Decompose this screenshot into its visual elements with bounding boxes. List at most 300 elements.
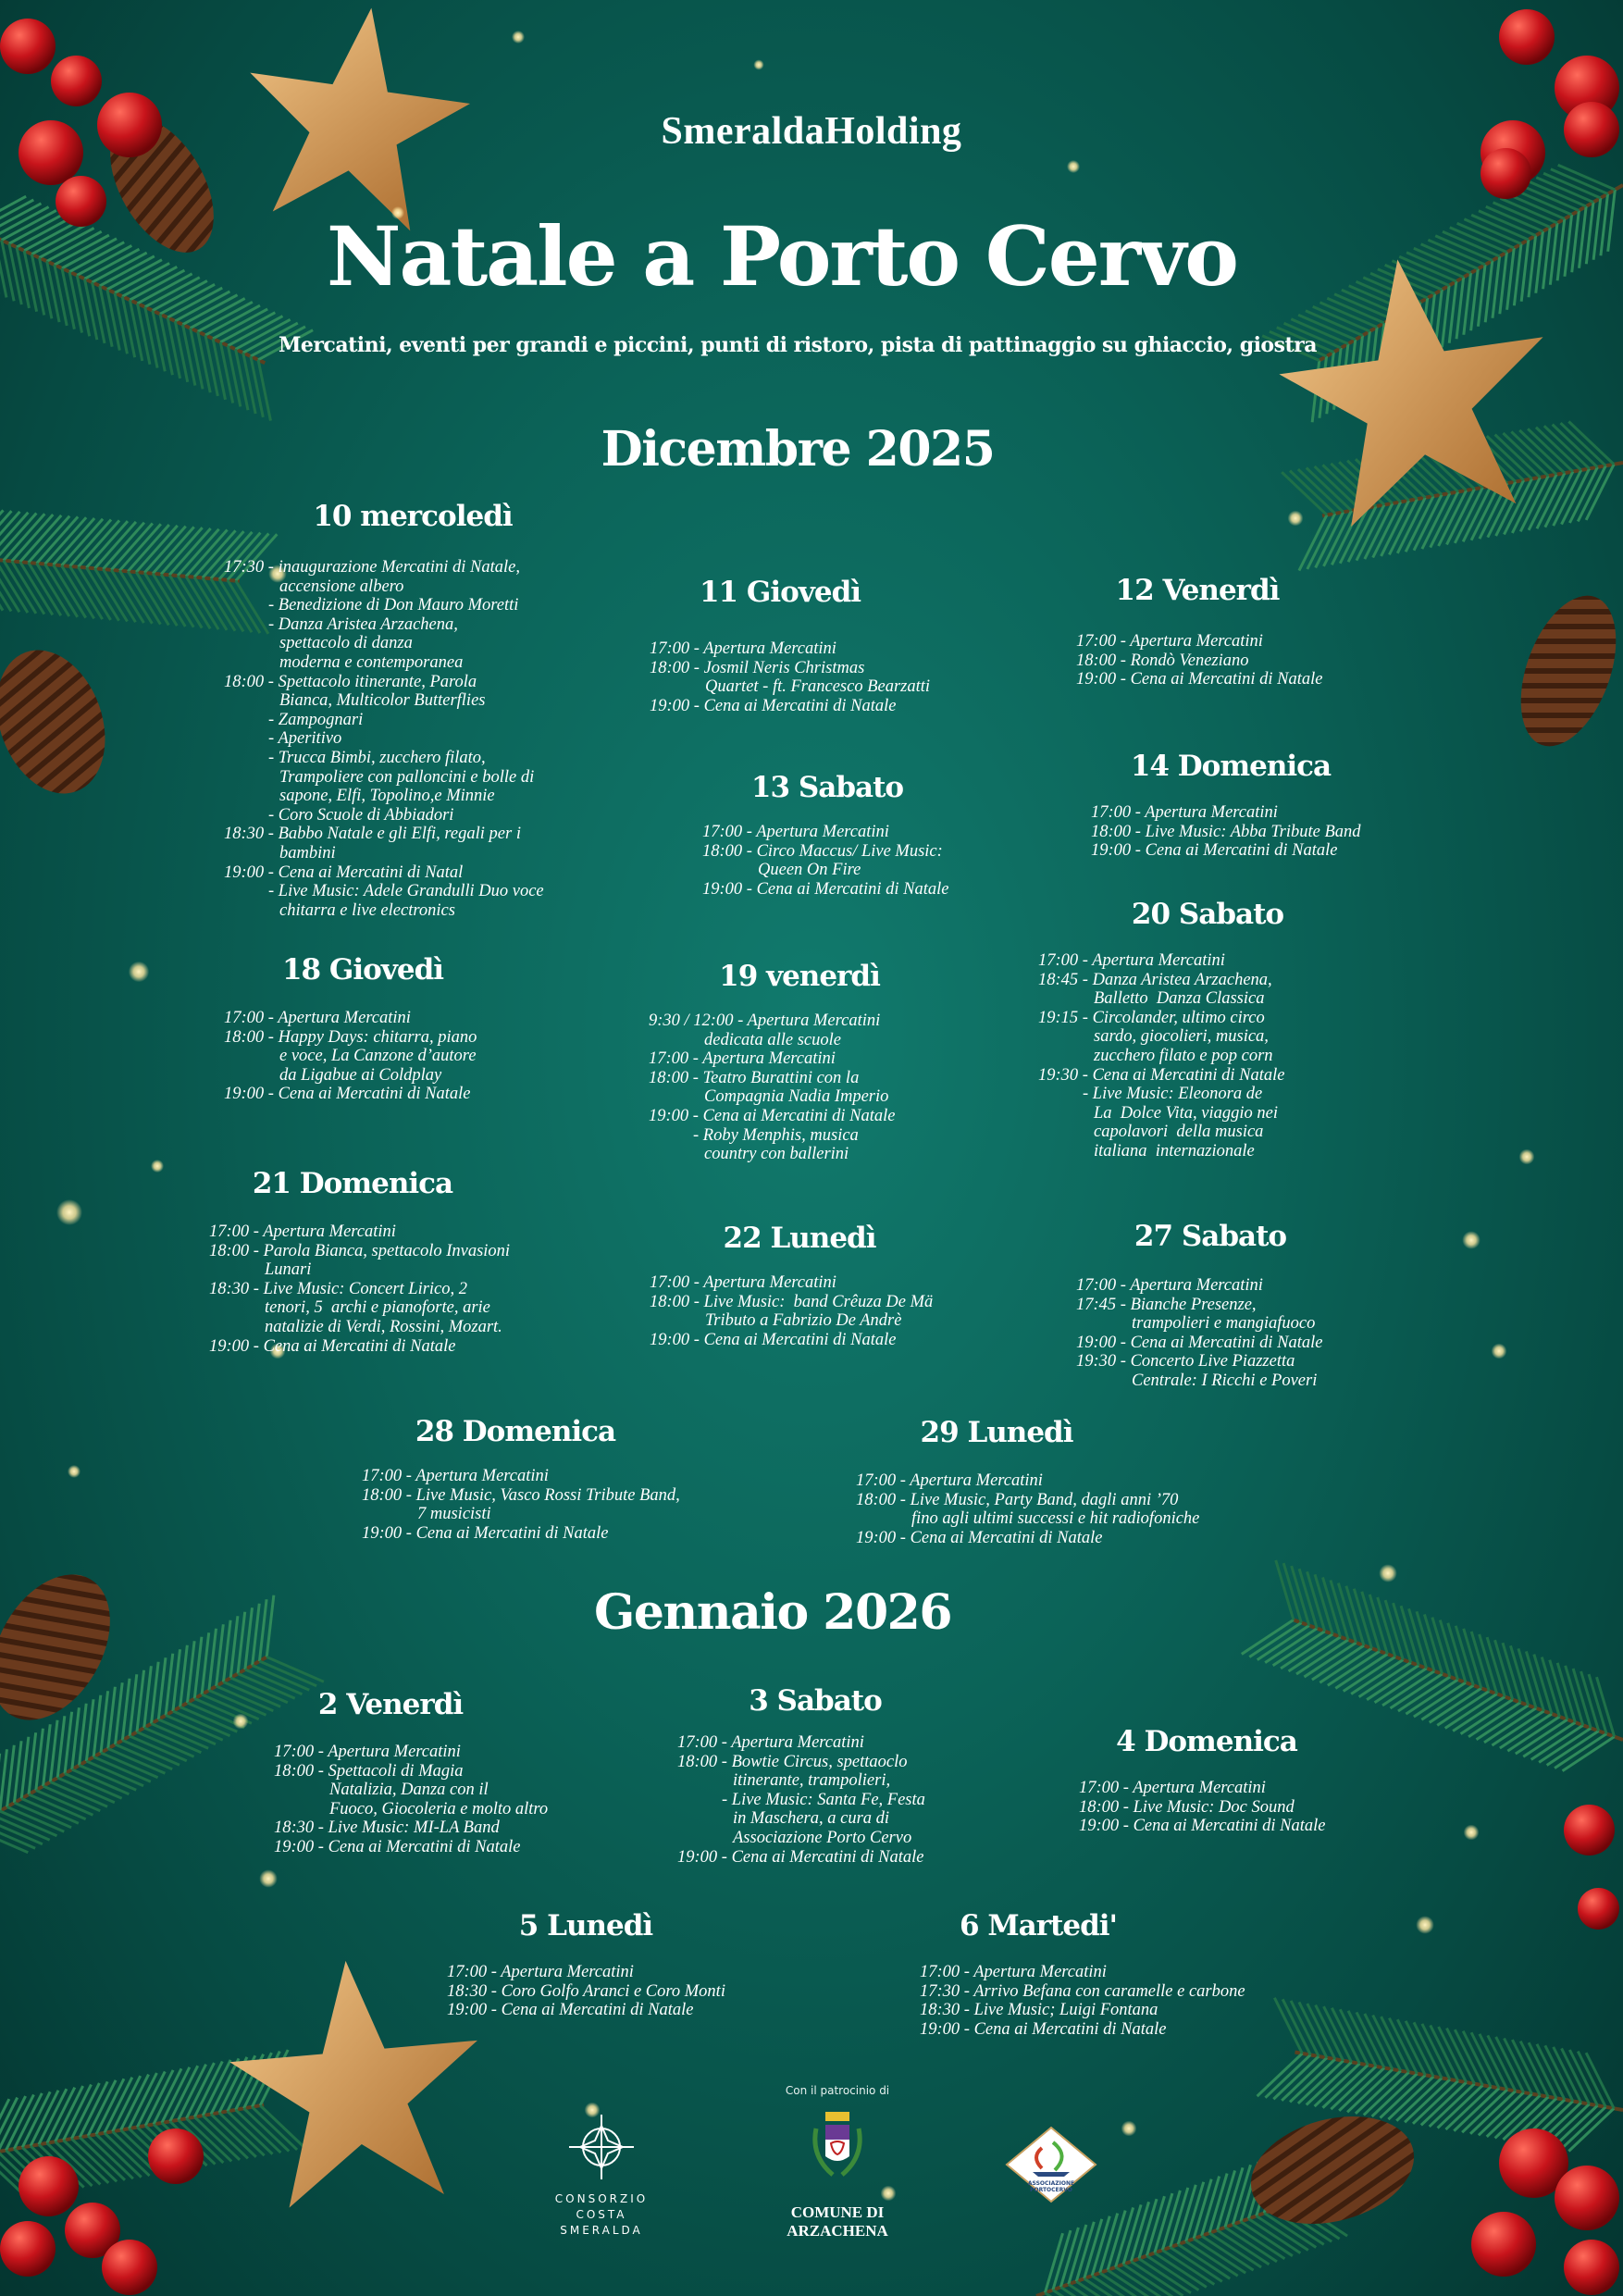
day-heading: 6 Martedi' [959, 1909, 1118, 1942]
event-line [224, 691, 544, 711]
event-description: Circolander, ultimo circo [1092, 1008, 1265, 1027]
day-events [856, 1471, 1199, 1547]
event-line [224, 558, 544, 577]
event-description: Live Music, Party Band, dagli anni ’70 [910, 1490, 1179, 1509]
event-line [209, 1318, 510, 1337]
sparkle-light [259, 1869, 278, 1888]
day-heading: 14 Domenica [1130, 750, 1332, 783]
holly-berry-icon [1481, 148, 1531, 199]
event-description: Apertura Mercatini [501, 1963, 634, 1981]
event-time: 19:00 - [362, 1523, 416, 1543]
event-line [447, 1963, 725, 1982]
event-time: 18:00 - [274, 1761, 328, 1781]
event-description: - Live Music: Santa Fe, Festa [722, 1790, 925, 1809]
event-line [224, 768, 544, 788]
event-description: Cena ai Mercatini di Natale [973, 2019, 1167, 2039]
event-description: Apertura Mercatini [1133, 1779, 1266, 1797]
event-line [649, 1069, 896, 1088]
event-line [224, 901, 544, 921]
associazione-line1: ASSOCIAZIONE [1027, 2180, 1075, 2187]
event-time: 19:00 - [447, 2001, 502, 2020]
event-description: Apertura Mercatini [731, 1733, 864, 1752]
event-description: dedicata alle scuole [704, 1030, 841, 1049]
event-line [702, 823, 949, 842]
event-description: chitarra e live electronics [279, 900, 455, 920]
event-line [702, 861, 949, 880]
day-events [1091, 803, 1361, 861]
day-heading: 11 Giovedì [699, 576, 861, 609]
day-heading: 19 venerdì [719, 960, 880, 993]
event-line [650, 639, 930, 659]
event-description: Live Music: Doc Sound [1133, 1797, 1295, 1817]
sparkle-light [129, 962, 149, 982]
consorzio-line2: COSTA SMERALDA [560, 2208, 643, 2237]
event-description: Parola Bianca, spettacolo Invasioni [263, 1241, 511, 1260]
coat-of-arms-icon [805, 2110, 870, 2186]
event-time: 18:45 - [1038, 970, 1093, 989]
event-description: sardo, giocolieri, musica, [1094, 1027, 1269, 1047]
event-line [1038, 1085, 1285, 1104]
event-line [650, 659, 930, 678]
event-description: Queen On Fire [758, 861, 861, 880]
event-time: 18:00 - [650, 658, 704, 677]
event-description: spettacolo di danza [279, 634, 413, 653]
event-time: 18:00 - [702, 841, 757, 861]
event-line [1091, 823, 1361, 842]
event-description: country con ballerini [704, 1145, 849, 1164]
event-description: Cena ai Mercatini di Natale [415, 1523, 609, 1543]
event-time: 19:00 - [224, 863, 279, 882]
sailboat-badge-icon [1005, 2126, 1097, 2203]
sparkle-light [1379, 1564, 1397, 1582]
event-time: 17:00 - [649, 1049, 703, 1069]
event-line [1091, 841, 1361, 861]
event-line [677, 1809, 925, 1829]
event-description: Cena ai Mercatini di Natale [501, 2001, 694, 2020]
holly-berry-icon [148, 2128, 204, 2184]
event-line [920, 1963, 1245, 1982]
event-description: Bowtie Circus, spettaoclo [731, 1752, 908, 1771]
event-description: La Dolce Vita, viaggio nei [1094, 1103, 1279, 1123]
holly-berry-icon [1499, 9, 1555, 65]
event-time: 18:00 - [1079, 1797, 1134, 1817]
event-description: Teatro Burattini con la [702, 1068, 860, 1087]
event-time: 18:30 - [274, 1818, 328, 1838]
event-description: Bianca, Multicolor Butterflies [279, 691, 486, 711]
event-time: 19:00 - [1079, 1817, 1134, 1836]
event-line [649, 1049, 896, 1069]
event-time: 18:30 - [224, 825, 279, 844]
event-line [677, 1848, 925, 1868]
event-description: inaugurazione Mercatini di Natale, [278, 558, 520, 577]
event-line [209, 1242, 510, 1261]
event-time: 17:45 - [1076, 1295, 1131, 1314]
sparkle-light [753, 59, 763, 69]
event-time: 19:00 - [1076, 1333, 1131, 1352]
associazione-line2: PORTOCERVO [1030, 2187, 1072, 2193]
event-line [209, 1222, 510, 1242]
event-line [224, 653, 544, 673]
event-description: Centrale: I Ricchi e Poveri [1132, 1371, 1318, 1390]
event-description: Apertura Mercatini [703, 1273, 836, 1292]
event-line [1076, 632, 1323, 652]
event-line [677, 1771, 925, 1791]
event-line [224, 1085, 477, 1104]
event-description: Josmil Neris Christmas [703, 658, 865, 677]
day-events [224, 558, 544, 920]
sparkle-light [68, 1465, 81, 1478]
event-line [224, 749, 544, 768]
event-line [224, 844, 544, 863]
event-line [1079, 1817, 1326, 1836]
event-time: 9:30 / 12:00 - [649, 1011, 748, 1030]
event-description: Live Music; Luigi Fontana [973, 2001, 1158, 2020]
event-line [677, 1733, 925, 1753]
event-description: - Live Music: Adele Grandulli Duo voce [268, 882, 544, 901]
event-line [1079, 1798, 1326, 1818]
event-line [1038, 1047, 1285, 1066]
event-line [649, 1145, 896, 1164]
day-heading: 12 Venerdì [1115, 574, 1280, 607]
event-time: 17:00 - [362, 1467, 416, 1485]
event-description: Apertura Mercatini [278, 1009, 411, 1027]
event-time: 18:30 - [920, 2001, 974, 2020]
event-line [224, 882, 544, 901]
event-description: Coro Golfo Aranci e Coro Monti [501, 1981, 725, 2001]
event-description: - Live Music: Eleonora de [1083, 1085, 1263, 1104]
sparkle-light [1464, 1825, 1480, 1841]
event-description: Cena ai Mercatini di Natal [278, 863, 464, 882]
day-heading: 13 Sabato [750, 771, 904, 804]
event-description: in Maschera, a cura di [733, 1809, 890, 1829]
event-description: natalizie di Verdi, Rossini, Mozart. [265, 1317, 502, 1336]
event-description: Apertura Mercatini [1130, 1276, 1263, 1295]
day-heading: 28 Domenica [415, 1415, 616, 1448]
day-events [650, 1273, 933, 1349]
event-time: 18:00 - [224, 672, 279, 691]
event-line [224, 863, 544, 883]
event-line [274, 1818, 548, 1838]
event-description: Trampoliere con palloncini e bolle di [279, 767, 535, 787]
event-line [1038, 1123, 1285, 1142]
event-description: Cena ai Mercatini di Natale [328, 1837, 521, 1856]
holly-berry-icon [1564, 102, 1619, 157]
event-line [702, 880, 949, 900]
event-time: 17:00 - [1076, 632, 1131, 651]
event-time: 19:00 - [650, 1330, 704, 1349]
day-events [1038, 951, 1285, 1161]
event-line [224, 1028, 477, 1048]
day-heading: 21 Domenica [252, 1167, 453, 1200]
event-line [920, 1982, 1245, 2002]
associazione-porto-cervo-logo [1005, 2126, 1097, 2203]
event-time: 17:00 - [677, 1733, 732, 1752]
event-description: e voce, La Canzone d’autore [279, 1047, 477, 1066]
event-description: Apertura Mercatini [910, 1471, 1043, 1490]
event-line [274, 1800, 548, 1819]
event-description: Cena ai Mercatini di Natale [1130, 670, 1323, 689]
event-description: Apertura Mercatini [1145, 803, 1278, 822]
sparkle-light [1519, 1149, 1535, 1165]
event-time: 17:00 - [447, 1963, 502, 1981]
day-events [1076, 1276, 1323, 1391]
event-line [1038, 989, 1285, 1009]
event-line [856, 1509, 1199, 1529]
event-description: capolavori della musica [1094, 1123, 1264, 1142]
event-line [274, 1781, 548, 1800]
event-line [224, 1047, 477, 1066]
event-line [209, 1260, 510, 1280]
event-description: Natalizia, Danza con il [329, 1781, 489, 1800]
month-heading-january: Gennaio 2026 [593, 1584, 952, 1641]
page-title: Natale a Porto Cervo [327, 208, 1237, 304]
event-description: Cena ai Mercatini di Natale [703, 1330, 897, 1349]
event-description: Apertura Mercatini [1130, 632, 1263, 651]
event-description: Tributo a Fabrizio De Andrè [705, 1311, 902, 1331]
day-heading: 18 Giovedì [281, 953, 444, 987]
event-description: Lunari [265, 1260, 312, 1280]
event-description: - Zampognari [268, 710, 364, 729]
event-line [650, 1293, 933, 1312]
event-description: Rondò Veneziano [1130, 651, 1249, 670]
day-events [702, 823, 949, 899]
event-time: 18:00 - [649, 1068, 703, 1087]
event-description: Apertura Mercatini [328, 1743, 461, 1761]
event-description: Danza Aristea Arzachena, [1092, 970, 1272, 989]
event-line [856, 1471, 1199, 1491]
event-description: Live Music: Abba Tribute Band [1145, 822, 1361, 841]
event-description: Live Music: MI-LA Band [328, 1818, 500, 1838]
event-line [1076, 1371, 1323, 1391]
event-line [677, 1829, 925, 1848]
event-description: italiana internazionale [1094, 1141, 1255, 1160]
event-line [1038, 1142, 1285, 1161]
event-time: 17:00 - [209, 1222, 264, 1241]
event-line [209, 1298, 510, 1318]
event-line [274, 1762, 548, 1781]
event-line [1038, 971, 1285, 990]
page-subtitle: Mercatini, eventi per grandi e piccini, punti di ristoro, pista di pattinaggio su ghiaccio, giostra [278, 333, 1318, 357]
event-description: tenori, 5 archi e pianoforte, arie [265, 1298, 490, 1318]
event-time: 18:00 - [677, 1752, 732, 1771]
sparkle-light [512, 31, 525, 43]
holly-berry-icon [1471, 2212, 1536, 2277]
event-time: 17:30 - [224, 558, 279, 577]
holly-berry-icon [51, 56, 102, 106]
patronage-label: Con il patrocinio di [785, 2084, 890, 2097]
event-description: Apertura Mercatini [702, 1049, 836, 1069]
event-time: 17:00 - [856, 1471, 911, 1490]
day-events [650, 639, 930, 715]
event-description: fino agli ultimi successi e hit radiofoniche [911, 1509, 1200, 1529]
event-time: 17:00 - [1091, 803, 1146, 822]
event-time: 19:00 - [209, 1336, 264, 1356]
event-line [920, 2020, 1245, 2040]
holly-berry-icon [1564, 2240, 1619, 2295]
event-line [650, 697, 930, 716]
event-line [1038, 951, 1285, 971]
event-time: 18:30 - [209, 1279, 264, 1298]
event-description: trampolieri e mangiafuoco [1132, 1314, 1316, 1334]
event-description: Cena ai Mercatini di Natale [703, 696, 897, 715]
event-description: Cena ai Mercatini di Natale [910, 1528, 1103, 1547]
event-description: Cena ai Mercatini di Natale [756, 879, 949, 899]
day-heading: 29 Lunedì [920, 1416, 1073, 1449]
event-line [362, 1524, 680, 1544]
event-line [224, 711, 544, 730]
event-time: 18:00 - [224, 1027, 279, 1047]
event-description: accensione albero [279, 577, 404, 596]
event-time: 19:00 - [649, 1106, 703, 1125]
event-time: 19:30 - [1076, 1352, 1131, 1371]
event-time: 19:00 - [920, 2019, 974, 2039]
event-description: Apertura Mercatini [756, 823, 889, 841]
event-description: 7 musicisti [417, 1505, 491, 1524]
event-line [1038, 1027, 1285, 1047]
event-time: 18:00 - [1091, 822, 1146, 841]
event-description: Circo Maccus/ Live Music: [756, 841, 943, 861]
event-line [1076, 1352, 1323, 1371]
event-line [224, 1009, 477, 1028]
event-line [1038, 1104, 1285, 1123]
event-description: - Aperitivo [268, 729, 342, 749]
event-time: 17:00 - [1038, 951, 1093, 970]
sparkle-light [56, 1199, 82, 1225]
event-line [362, 1505, 680, 1524]
event-description: Concerto Live Piazzetta [1130, 1352, 1295, 1371]
event-description: Cena ai Mercatini di Natale [278, 1085, 471, 1104]
event-line [224, 673, 544, 692]
event-line [1076, 1334, 1323, 1353]
event-line [650, 677, 930, 697]
event-line [362, 1467, 680, 1486]
comune-name: COMUNE DI ARZACHENA [787, 2203, 888, 2240]
event-description: itinerante, trampolieri, [733, 1771, 891, 1791]
event-description: Apertura Mercatini [263, 1222, 396, 1241]
event-line [274, 1743, 548, 1762]
event-description: Bianche Presenze, [1130, 1295, 1257, 1314]
event-time: 19:00 - [650, 696, 704, 715]
event-line [856, 1529, 1199, 1548]
event-line [649, 1087, 896, 1107]
sparkle-light [1492, 1344, 1507, 1359]
event-description: Live Music, Vasco Rossi Tribute Band, [415, 1485, 680, 1505]
day-events [362, 1467, 680, 1543]
event-description: Associazione Porto Cervo [733, 1828, 912, 1847]
event-line [1038, 1066, 1285, 1086]
event-line [677, 1753, 925, 1772]
day-heading: 22 Lunedì [723, 1222, 876, 1255]
sparkle-light [1067, 160, 1080, 173]
holly-berry-icon [19, 120, 83, 185]
event-description: Cena ai Mercatini di Natale [1092, 1065, 1285, 1085]
event-line [224, 596, 544, 615]
event-line [1091, 803, 1361, 823]
event-line [1076, 1276, 1323, 1296]
event-time: 18:30 - [447, 1981, 502, 2001]
event-description: Apertura Mercatini [703, 639, 836, 658]
event-line [650, 1331, 933, 1350]
holly-berry-icon [0, 2221, 56, 2277]
event-line [702, 842, 949, 862]
event-description: Apertura Mercatini [747, 1011, 881, 1030]
event-line [224, 634, 544, 653]
day-events [447, 1963, 725, 2020]
event-line [1076, 1314, 1323, 1334]
consorzio-costa-smeralda-logo [532, 2115, 671, 2239]
event-time: 17:00 - [224, 1009, 279, 1027]
holly-berry-icon [56, 176, 106, 227]
event-description: zucchero filato e pop corn [1094, 1046, 1273, 1065]
event-description: Apertura Mercatini [973, 1963, 1107, 1981]
holly-berry-icon [1555, 2166, 1619, 2230]
brand-logo-text: SmeraldaHolding [661, 110, 962, 153]
event-time: 19:00 - [1091, 841, 1146, 861]
event-description: - Danza Aristea Arzachena, [268, 614, 458, 634]
event-line [209, 1280, 510, 1299]
holly-berry-icon [19, 2156, 79, 2216]
event-line [649, 1107, 896, 1126]
event-description: Cena ai Mercatini di Natale [1145, 841, 1338, 861]
event-description: Quartet - ft. Francesco Bearzatti [705, 677, 931, 697]
event-line [1076, 1296, 1323, 1315]
event-description: Cena ai Mercatini di Natale [263, 1336, 456, 1356]
event-time: 19:00 - [1076, 670, 1131, 689]
day-heading: 20 Sabato [1131, 898, 1284, 931]
event-time: 19:00 - [702, 879, 757, 899]
pine-branch-icon [1242, 1560, 1623, 1787]
day-heading: 27 Sabato [1134, 1220, 1287, 1253]
event-time: 17:00 - [920, 1963, 974, 1981]
event-description: Compagnia Nadia Imperio [704, 1087, 889, 1107]
event-line [447, 2001, 725, 2020]
day-heading: 3 Sabato [749, 1684, 882, 1718]
event-line [224, 729, 544, 749]
event-description: - Coro Scuole di Abbiadori [268, 805, 454, 825]
event-time: 19:30 - [1038, 1065, 1093, 1085]
event-description: Cena ai Mercatini di Natale [1133, 1817, 1326, 1836]
event-time: 19:00 - [274, 1837, 328, 1856]
event-line [650, 1273, 933, 1293]
day-heading: 4 Domenica [1116, 1725, 1297, 1758]
event-description: Balletto Danza Classica [1094, 989, 1265, 1009]
day-events [1076, 632, 1323, 689]
holly-berry-icon [97, 93, 162, 157]
event-line [274, 1838, 548, 1857]
day-events [274, 1743, 548, 1857]
event-line [224, 787, 544, 806]
event-line [224, 825, 544, 844]
event-description: moderna e contemporanea [279, 652, 464, 672]
sparkle-light [1416, 1916, 1434, 1934]
event-time: 17:00 - [274, 1743, 328, 1761]
day-events [920, 1963, 1245, 2039]
event-line [856, 1491, 1199, 1510]
event-description: - Benedizione di Don Mauro Moretti [268, 596, 519, 615]
event-time: 19:00 - [677, 1847, 732, 1867]
event-description: da Ligabue ai Coldplay [279, 1065, 442, 1085]
event-description: Babbo Natale e gli Elfi, regali per i [278, 825, 521, 844]
pine-cone-icon [0, 1554, 134, 1741]
event-line [920, 2001, 1245, 2020]
event-time: 18:00 - [856, 1490, 911, 1509]
event-time: 18:00 - [1076, 651, 1131, 670]
sparkle-light [1288, 511, 1304, 527]
event-line [650, 1311, 933, 1331]
event-description: Happy Days: chitarra, piano [278, 1027, 477, 1047]
holly-berry-icon [1578, 1888, 1619, 1930]
comune-arzachena-logo [745, 2110, 930, 2240]
